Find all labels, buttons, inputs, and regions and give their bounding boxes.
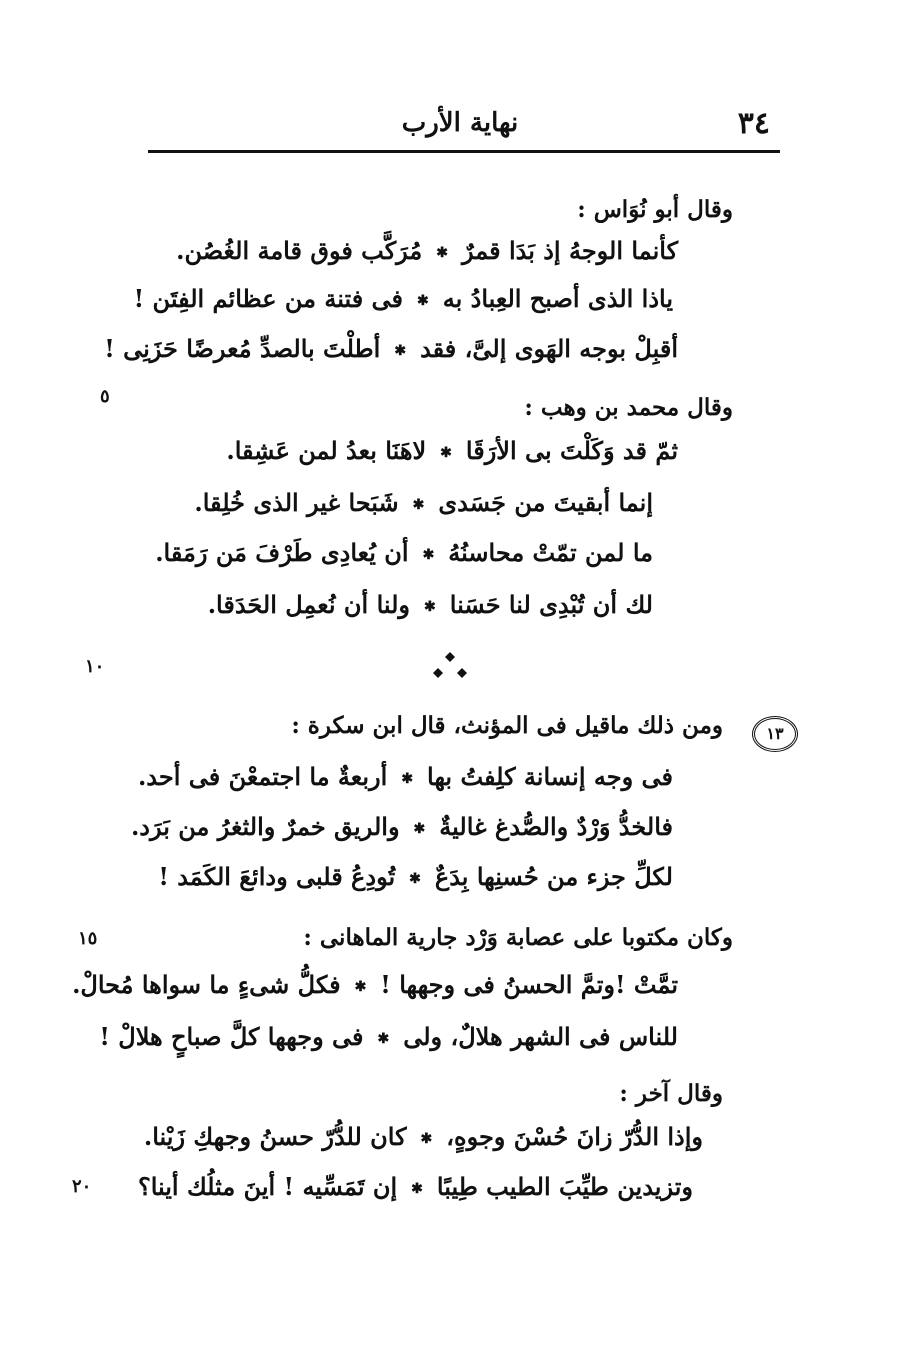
verse-intro: وقال أبو نُوَاس : [577,196,733,223]
verse-line [158,862,673,891]
verse-line [226,436,678,465]
second-hemistich: أربعةٌ ما اجتمعْنَ فى أحد. [137,762,388,791]
star-separator: ✱ [401,770,414,787]
verse-line [72,970,678,999]
first-hemistich: تمَّتْ !وتمَّ الحسنُ فى وجهها ! [380,970,678,999]
second-hemistich: مُرَكَّب فوق قامة الغُصُن. [176,236,423,265]
first-hemistich: ياذا الذى أصبح العِبادُ به [442,284,673,313]
star-separator: ✱ [417,292,429,309]
star-separator: ✱ [409,870,421,887]
first-hemistich: لكلِّ جزء من حُسنِها بِدَعٌ [434,862,673,891]
second-hemistich: أطلْتَ بالصدِّ مُعرضًا حَزَنِى ! [104,334,381,363]
verse-intro: وكان مكتوبا على عصابة وَرْد جارية الماهانى : [303,924,733,951]
first-hemistich: كأنما الوجهُ إذ بَدَا قمرٌ [462,236,678,265]
verse-line [134,284,673,313]
verse-line [144,1122,703,1151]
first-hemistich: لك أن تُبْدِى لنا حَسَنا [449,590,653,619]
star-separator: ✱ [436,244,448,261]
ornament-diamond-top [445,652,455,662]
verse-line [99,1022,678,1051]
star-separator: ✱ [420,1130,433,1147]
first-hemistich: فى وجه إنسانة كلِفتُ بها [427,762,673,791]
second-hemistich: فكلُّ شىءٍ ما سواها مُحالْ. [72,970,341,999]
second-hemistich: شَبَحا غير الذى خُلِقا. [194,488,399,517]
verse-line [104,334,678,363]
star-separator: ✱ [440,444,452,461]
star-separator: ✱ [422,546,435,563]
second-hemistich: والريق خمرٌ والثغرُ من بَرَد. [130,812,400,841]
star-separator: ✱ [377,1030,390,1047]
verse-intro: وقال محمد بن وهب : [524,394,733,421]
first-hemistich: أقبِلْ بوجه الهَوى إلىَّ، فقد [420,334,678,363]
line-number-marker: ٢٠ [72,1176,92,1197]
star-separator: ✱ [394,342,407,359]
star-separator: ✱ [354,978,367,995]
running-title: نهاية الأرب [401,108,519,138]
star-separator: ✱ [411,1180,423,1197]
verse-line [131,812,673,841]
star-separator: ✱ [424,598,436,615]
star-separator: ✱ [412,496,425,513]
first-hemistich: إنما أبقيتَ من جَسَدى [438,488,653,517]
star-separator: ✱ [413,820,426,837]
second-hemistich: أن يُعادِى طَرْفَ مَن رَمَقا. [155,538,409,567]
second-hemistich: إن تَمَسِّيه ! أينَ مثلُك أينا؟ [137,1172,398,1201]
line-number-marker: ١٥ [78,928,98,949]
verse-intro: وقال آخر : [619,1080,723,1107]
ornament-diamond-right [457,668,467,678]
first-hemistich: وتزيدين طيِّبَ الطيب طِيبًا [436,1172,693,1201]
ornament-diamond-left [433,668,443,678]
page-number: ٣٤ [737,106,770,141]
line-number-marker: ١٠ [85,656,105,677]
first-hemistich: وإذا الدُّرّ زانَ حُسْنَ وجوهٍ، [446,1122,703,1151]
header-rule [148,150,780,153]
verse-line [194,488,653,517]
verse-line [155,538,653,567]
second-hemistich: لاهَنَا بعدُ لمن عَشِقا. [226,436,427,465]
verse-line [208,590,653,619]
second-hemistich: تُودِعُ قلبى ودائعَ الكَمَد ! [158,862,396,891]
second-hemistich: فى وجهها كلَّ صباحٍ هلالْ ! [99,1022,364,1051]
second-hemistich: كان للدُّرّ حسنُ وجهكِ زَيْنا. [143,1122,407,1151]
section-number-badge: ١٣ [752,716,798,752]
first-hemistich: فالخدُّ وَرْدٌ والصُّدغ غاليةٌ [439,812,673,841]
verse-intro: ومن ذلك ماقيل فى المؤنث، قال ابن سكرة : [291,712,723,739]
ornament-divider [428,650,472,686]
verse-line [138,1172,693,1201]
verse-line [176,236,678,265]
first-hemistich: للناس فى الشهر هلالٌ، ولى [403,1022,678,1051]
first-hemistich: ثمّ قد وَكَلْتَ بى الأرَقَا [465,436,678,465]
line-number-marker: ٥ [100,386,110,407]
second-hemistich: ولنا أن نُعمِل الحَدَقا. [207,590,411,619]
verse-line [138,762,673,791]
second-hemistich: فى فتنة من عظائم الفِتَن ! [133,284,403,313]
first-hemistich: ما لمن تمّتْ محاسنُهُ [448,538,653,567]
